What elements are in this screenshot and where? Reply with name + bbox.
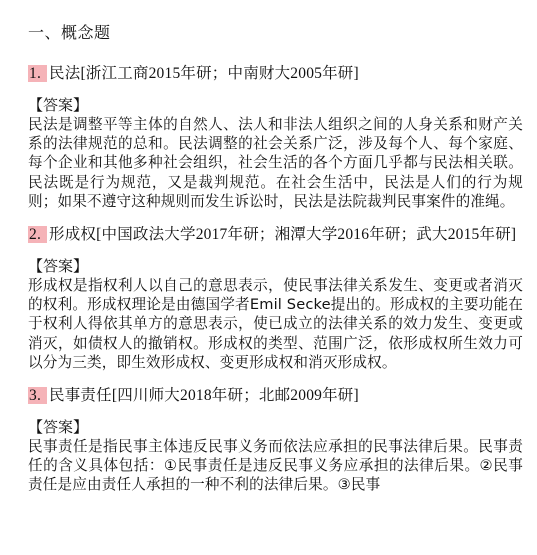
question-1: [28, 63, 523, 211]
question-term: 形成权: [49, 225, 97, 244]
question-term: 民事责任: [49, 386, 112, 405]
answer-label: 【答案】: [28, 96, 89, 114]
question-number: 3.: [28, 387, 47, 404]
question-number: 1.: [28, 65, 47, 82]
question-source: [中国政法大学2017年研；湘潭大学2016年研；武大2015年研]: [96, 226, 517, 244]
spacer: [28, 372, 523, 385]
question-heading: [28, 224, 523, 245]
question-source: [浙江工商2015年研；中南财大2005年研]: [80, 65, 359, 82]
answer-text: 民法是调整平等主体的自然人、法人和非法人组织之间的人身关系和财产关系的法律规范的总和。民法调整的社会关系广泛，涉及每个人、每个家庭、每个企业和其他多种社会组织，社会生活的各个方面几乎都与民法相关联。民法既是行为规范，又是裁判规范。在社会生活中，民法是人们的行为规则；如果不遵守这种规则而发生诉讼时，民法是法院裁判民事案件的准绳。: [28, 116, 523, 210]
question-number: 2.: [28, 226, 47, 243]
spacer: [28, 211, 523, 224]
answer-label: 【答案】: [28, 257, 89, 276]
question-source: [四川师大2018年研；北邮2009年研]: [111, 387, 359, 405]
question-3: [28, 385, 523, 495]
section-title: 一、概念题: [28, 23, 111, 42]
answer-label: 【答案】: [28, 418, 89, 437]
question-2: [28, 224, 523, 372]
answer-text: 形成权是指权利人以自己的意思表示，使民事法律关系发生、变更或者消灭的权利。形成权理论是由德国学者Emil Secke提出的。形成权的主要功能在于权利人得依其单方的意思表示，使已成立的法律关系的效力发生、变更或消灭，如债权人的撤销权。形成权的类型、范围广泛，依形成权所生效力可以分为三类，即生效形成权、变更形成权和消灭形成权。: [28, 277, 523, 371]
question-heading: [28, 63, 523, 84]
question-heading: [28, 385, 523, 406]
answer-text: 民事责任是指民事主体违反民事义务而依法应承担的民事法律后果。民事责任的含义具体包括：①民事责任是违反民事义务应承担的法律后果。②民事责任是应由责任人承担的一种不利的法律后果。③民事: [28, 438, 523, 494]
question-term: 民法: [49, 64, 81, 82]
document-page: [28, 22, 523, 495]
